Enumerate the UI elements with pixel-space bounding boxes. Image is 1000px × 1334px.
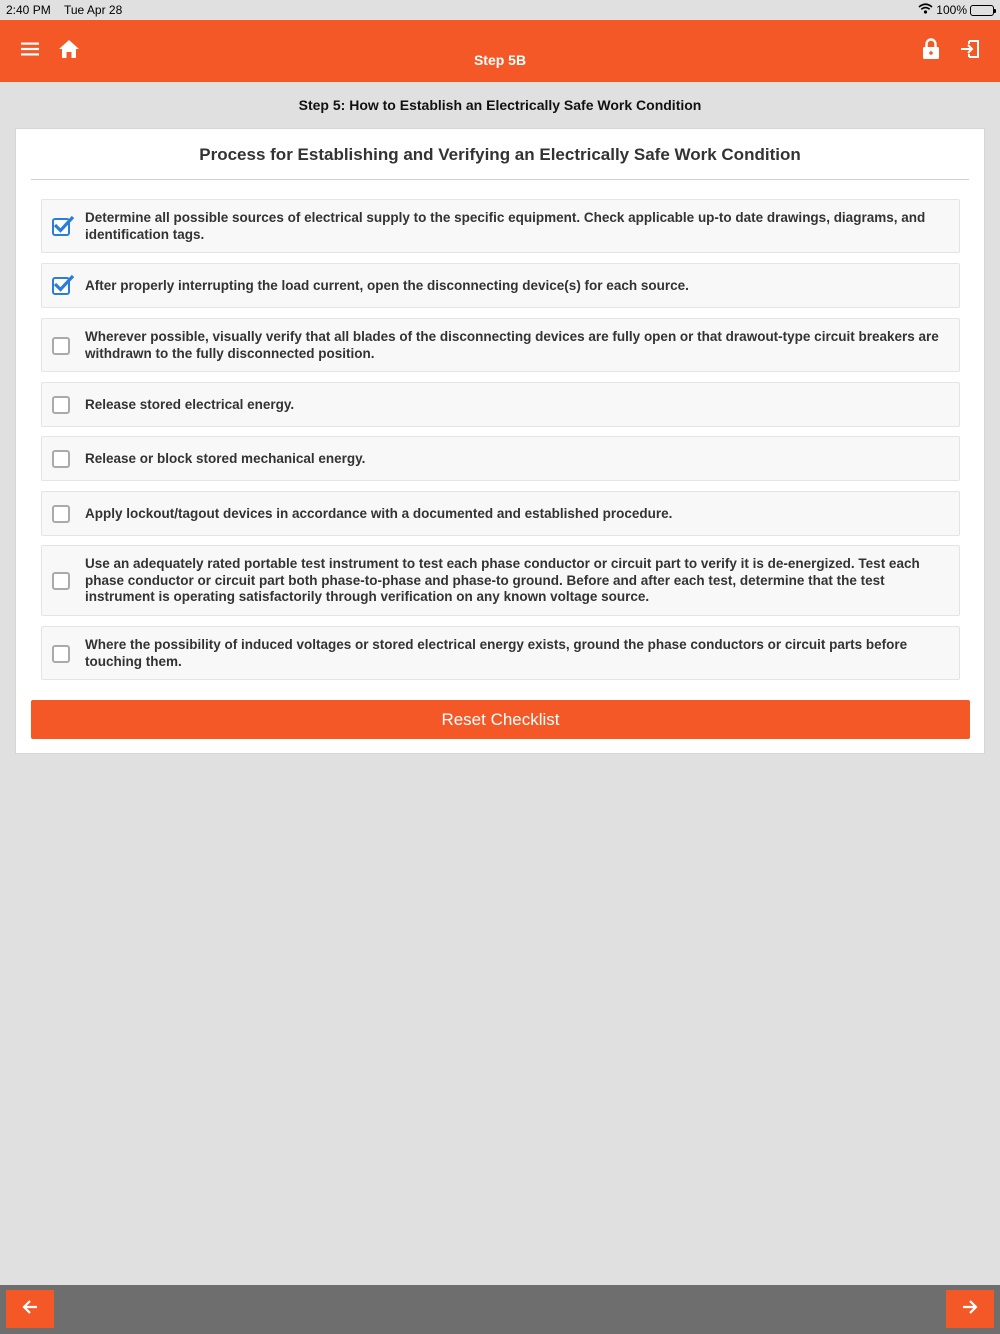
battery-icon — [970, 5, 994, 16]
checklist-item[interactable] — [41, 382, 960, 427]
checklist-item-label: Apply lockout/tagout devices in accordance with a documented and established procedure. — [85, 506, 673, 521]
checkbox[interactable] — [52, 396, 70, 414]
checklist-item[interactable] — [41, 263, 960, 308]
page-title: Step 5B — [473, 52, 527, 68]
lock-icon — [922, 38, 940, 65]
checkbox[interactable] — [52, 337, 70, 355]
next-button[interactable] — [946, 1290, 994, 1328]
divider — [31, 179, 969, 180]
checklist-item[interactable] — [41, 318, 960, 372]
status-time: 2:40 PM — [6, 3, 51, 17]
previous-button[interactable] — [6, 1290, 54, 1328]
bottom-nav — [0, 1285, 1000, 1334]
checklist-item-label: Use an adequately rated portable test instrument to test each phase conductor or circuit part to verify it is de-energized. Test each phase conductor or circuit part both phase-to-phase and phase-to ground. Before and after each test, determine that the test instrument is operating satisfactorily through verification on any known voltage source. — [85, 556, 920, 604]
checklist-item-label: After properly interrupting the load current, open the disconnecting device(s) for each source. — [85, 278, 689, 293]
page-subtitle: Step 5: How to Establish an Electrically Safe Work Condition — [298, 97, 702, 113]
checklist-item-label: Wherever possible, visually verify that all blades of the disconnecting devices are fully open or that drawout-type circuit breakers are withdrawn to the fully disconnected position. — [85, 329, 939, 361]
wifi-icon — [918, 3, 933, 17]
checkbox[interactable] — [52, 277, 70, 295]
checklist-item-label: Determine all possible sources of electrical supply to the specific equipment. Check applicable up-to date drawings, diagrams, and identification tags. — [85, 210, 926, 242]
checklist-item-label: Release or block stored mechanical energy. — [85, 451, 366, 466]
checklist-card — [15, 128, 985, 754]
arrow-right-icon — [961, 1298, 979, 1321]
check-icon — [53, 215, 75, 235]
logout-icon — [959, 39, 981, 64]
checkbox[interactable] — [52, 218, 70, 236]
checkbox[interactable] — [52, 572, 70, 590]
logout-button[interactable] — [958, 39, 982, 63]
lock-button[interactable] — [919, 39, 943, 63]
checklist-item-label: Release stored electrical energy. — [85, 397, 295, 412]
checklist-item[interactable] — [41, 491, 960, 536]
arrow-left-icon — [21, 1298, 39, 1321]
checklist-item-label: Where the possibility of induced voltages or stored electrical energy exists, ground the phase conductors or circuit parts before touching them. — [85, 637, 908, 669]
status-right — [918, 3, 994, 17]
check-icon — [53, 274, 75, 294]
checklist-item[interactable] — [41, 436, 960, 481]
app-header — [0, 20, 1000, 82]
checklist-item[interactable] — [41, 545, 960, 616]
checkbox[interactable] — [52, 450, 70, 468]
reset-checklist-button[interactable]: Reset Checklist — [31, 700, 970, 739]
battery-percent: 100% — [936, 3, 967, 17]
checklist-title: Process for Establishing and Verifying an Electrically Safe Work Condition — [199, 145, 801, 164]
status-date: Tue Apr 28 — [64, 3, 123, 17]
checklist-item[interactable] — [41, 199, 960, 253]
checklist-item[interactable] — [41, 626, 960, 680]
status-bar — [0, 0, 1000, 20]
checkbox[interactable] — [52, 645, 70, 663]
checkbox[interactable] — [52, 505, 70, 523]
